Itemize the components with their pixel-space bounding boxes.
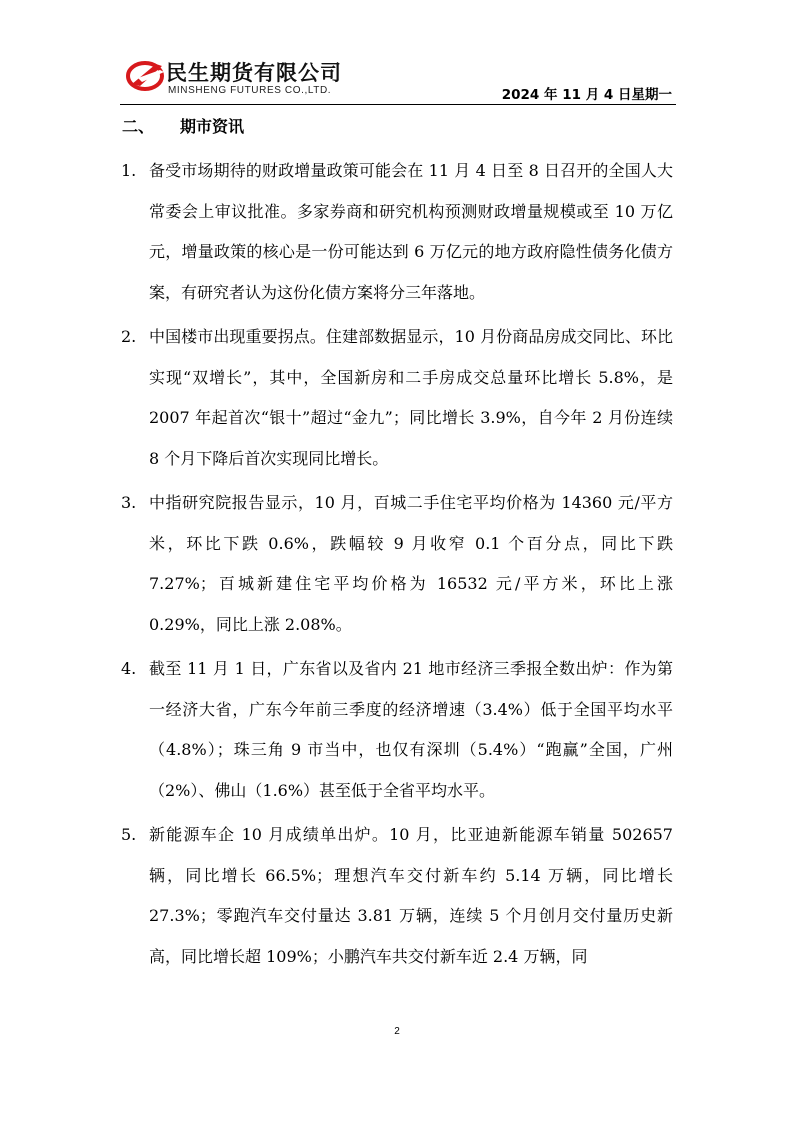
news-item-text: 截至 11 月 1 日，广东省以及省内 21 地市经济三季报全数出炉：作为第一经济大省，广东今年前三季度的经济增速（3.4%）低于全国平均水平（4.8%）；珠三角 9 市当中，也仅有深圳（5.4%）“跑赢”全国，广州（2%）、佛山（1.6%）甚至低于全省平均水平。 — [149, 659, 673, 800]
news-item — [0, 815, 673, 977]
news-item-number: 2. — [121, 327, 137, 346]
section-heading — [122, 114, 244, 137]
news-list — [0, 151, 794, 981]
section-title: 期市资讯 — [180, 117, 245, 136]
section-number: 二、 — [122, 117, 155, 136]
company-logo — [126, 52, 376, 100]
news-item-text: 备受市场期待的财政增量政策可能会在 11 月 4 日至 8 日召开的全国人大常委会上审议批准。多家券商和研究机构预测财政增量规模或至 10 万亿元，增量政策的核心是一份可能达到 6 万亿元的地方政府隐性债务化债方案，有研究者认为这份化债方案将分三年落地。 — [149, 161, 673, 302]
news-item-number: 3. — [121, 493, 137, 512]
news-item — [0, 483, 673, 645]
news-item — [0, 649, 673, 811]
company-name-en: MINSHENG FUTURES CO.,LTD. — [168, 85, 332, 96]
header-divider — [120, 104, 676, 105]
news-item-number: 1. — [121, 161, 137, 180]
minsheng-logo-icon — [126, 58, 168, 92]
news-item-text: 中指研究院报告显示，10 月，百城二手住宅平均价格为 14360 元/平方米，环比下跌 0.6%，跌幅较 9 月收窄 0.1 个百分点，同比下跌 7.27%；百城新建住宅平均价格为 16532 元/平方米，环比上涨 0.29%，同比上涨 2.08%。 — [149, 493, 673, 634]
news-item-text: 新能源车企 10 月成绩单出炉。10 月，比亚迪新能源车销量 502657 辆，同比增长 66.5%；理想汽车交付新车约 5.14 万辆，同比增长 27.3%；零跑汽车交付量达 3.81 万辆，连续 5 个月创月交付量历史新高，同比增长超 109%；小鹏汽车共交付新车近 2.4 万辆，同 — [149, 825, 673, 966]
header-date: 2024 年 11 月 4 日星期一 — [501, 87, 672, 103]
company-name-cn: 民生期货有限公司 — [166, 61, 342, 85]
news-item — [0, 317, 673, 479]
page-number: 2 — [394, 1026, 400, 1037]
news-item-number: 4. — [121, 659, 137, 678]
news-item-text: 中国楼市出现重要拐点。住建部数据显示，10 月份商品房成交同比、环比实现“双增长”，其中，全国新房和二手房成交总量环比增长 5.8%，是 2007 年起首次“银十”超过“金九”；同比增长 3.9%，自今年 2 月份连续 8 个月下降后首次实现同比增长。 — [149, 327, 673, 468]
page-header — [120, 52, 676, 104]
news-item-number: 5. — [121, 825, 137, 844]
news-item — [0, 151, 673, 313]
